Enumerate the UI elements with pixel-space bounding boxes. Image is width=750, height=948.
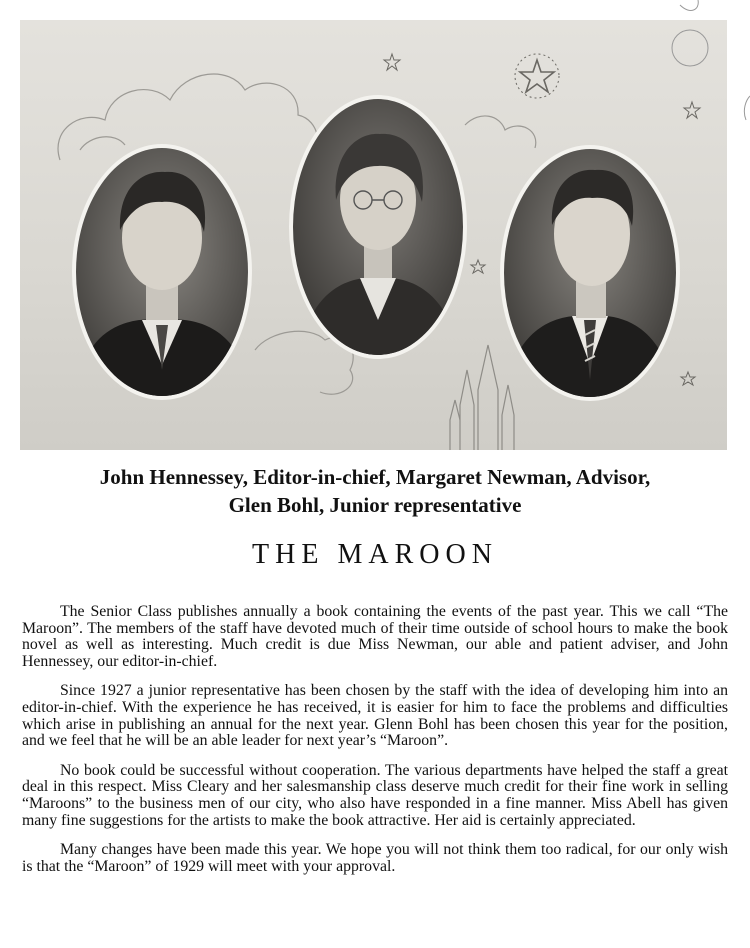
caption-line-2: Glen Bohl, Junior representative	[228, 493, 522, 517]
margin-scribbles	[660, 0, 750, 140]
paragraph-1: The Senior Class publishes annually a book containing the events of the past year. This we call “The Maroon”. The members of the staff have devoted much of their time outside of school hours to make the book novel as well as interesting. Much credit is due Miss Newman, our able and patient adviser, and John Hennessey, our editor-in-chief.	[22, 603, 728, 670]
photo-panel	[20, 20, 727, 450]
portrait-right	[500, 140, 680, 410]
page-title: THE MAROON	[252, 539, 498, 570]
portrait-left	[70, 140, 260, 410]
article-body	[22, 604, 728, 888]
decorative-illustration	[20, 20, 727, 450]
paragraph-3: No book could be successful without cooperation. The various departments have helped the staff a great deal in this respect. Miss Cleary and her salesmanship class deserve much credit for their fine work in selling “Maroons” to the business men of our city, who also have responded in a fine manner. Miss Abell has given many fine suggestions for the artists to make the book attractive. Her aid is certainly appreciated.	[22, 761, 728, 829]
caption-line-1: John Hennessey, Editor-in-chief, Margaret Newman, Advisor,	[99, 465, 651, 489]
paragraph-2: Since 1927 a junior representative has been chosen by the staff with the idea of developing him into an editor-in-chief. With the experience he has received, it is easier for him to face the problems and difficulties which arise in publishing an annual for the next year. Glenn Bohl has been chosen this year for the position, and we feel that he will be an able leader for next year’s “Maroon”.	[22, 682, 728, 750]
paragraph-4: Many changes have been made this year. We hope you will not think them too radical, for our only wish is that the “Maroon” of 1929 will meet with your approval.	[22, 841, 728, 875]
castle-doodle	[450, 345, 514, 450]
